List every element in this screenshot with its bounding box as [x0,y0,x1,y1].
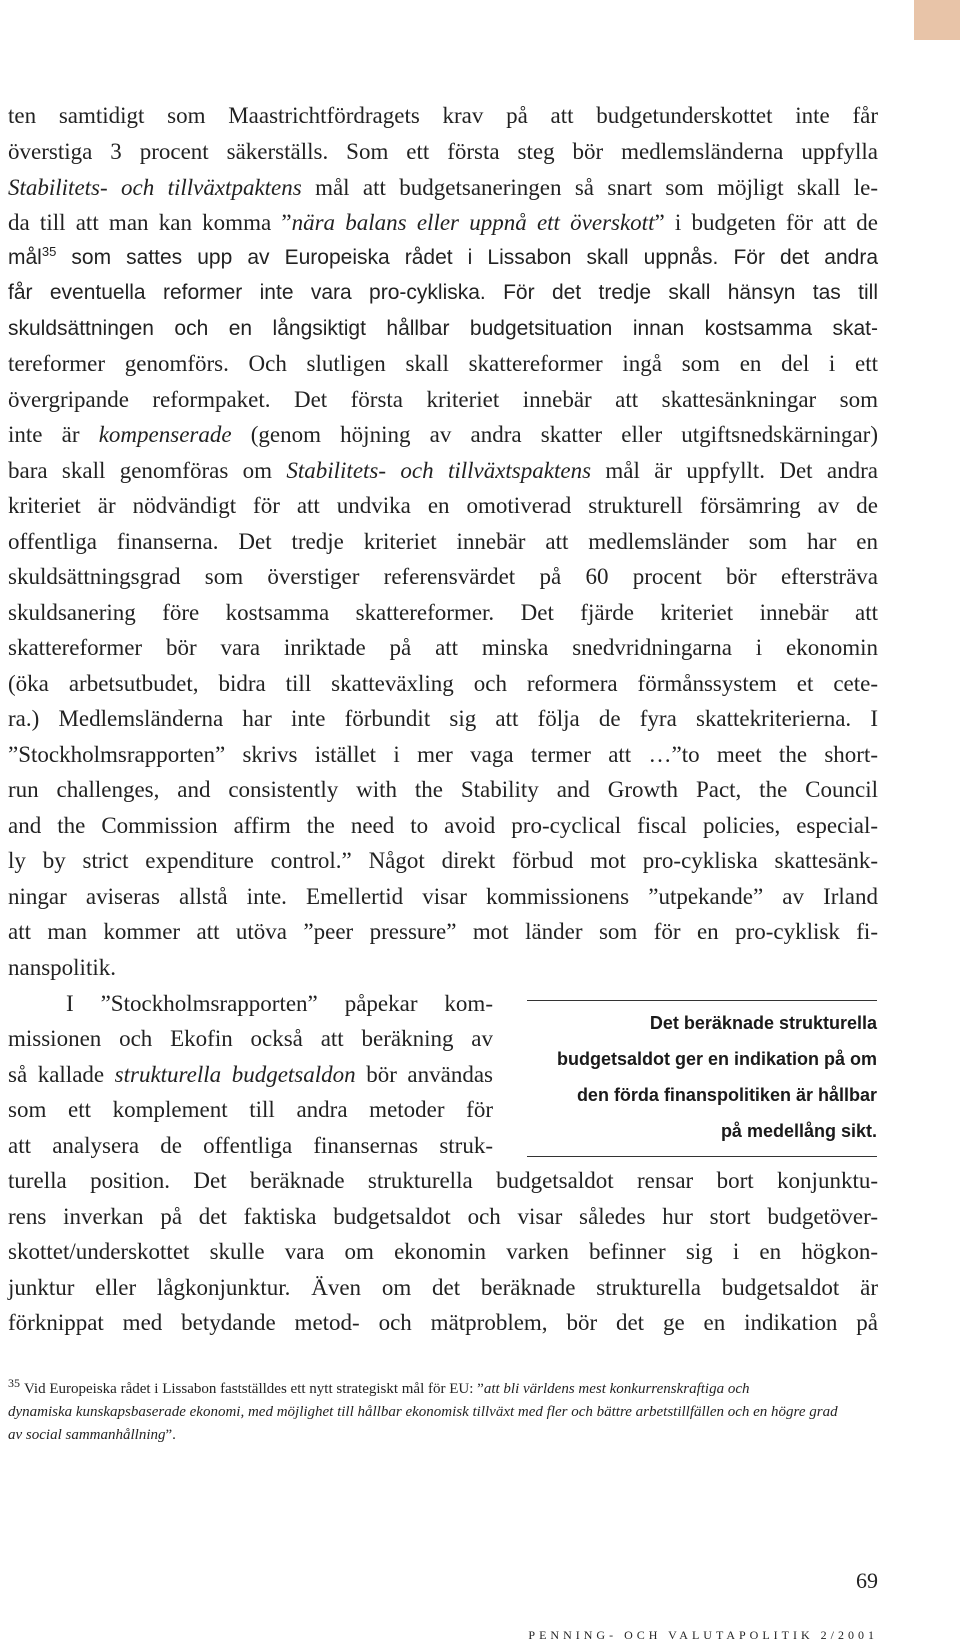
italic-quote: nära balans eller uppnå ett överskott [291,210,655,235]
text-line: and the Commission affirm the need to avoid pro-cyclical fiscal policies, especial- [8,813,878,838]
text-line: Stabilitets- och tillväxtpaktens mål att budgetsaneringen så snart som möjligt skall le- [8,175,878,200]
footnote-line: $^{35}$ Vid Europeiska rådet i Lissabon fastställdes ett nytt strategiskt mål för EU: ”att bli världens mest konkurrenskraftiga och [8,1376,750,1397]
text-line: så kallade strukturella budgetsaldon bör användas [8,1062,493,1087]
text-line: bara skall genomföras om Stabilitets- och tillväxtspaktens mål är uppfyllt. Det andra [8,458,878,483]
pull-quote-rule-top [527,1000,877,1001]
text-line: turella position. Det beräknade strukturella budgetsaldot rensar bort konjunktu- [8,1168,878,1193]
text-line: skattereformer bör vara inriktade på att minska snedvridningarna i ekonomin [8,635,878,660]
footnote-ref: 35 [41,244,57,259]
text-line: (öka arbetsutbudet, bidra till skatteväxling och reformera förmånssystem et cete- [8,671,878,696]
pull-quote-line: den förda finanspolitiken är hållbar [576,1085,877,1105]
text-line: missionen och Ekofin också att beräkning av [8,1026,493,1051]
text-line: får eventuella reformer inte vara pro-cykliska. För det tredje skall hänsyn tas till [8,281,878,304]
text-line: nanspolitik. [8,955,116,980]
footnote-line: dynamiska kunskapsbaserade ekonomi, med möjlighet till hållbar ekonomisk tillväxt med fler och bättre arbetstillfällen och en högre grad [8,1404,838,1420]
text-line: skottet/underskottet skulle vara om ekonomin varken befinner sig i en högkon- [8,1239,878,1264]
text-line: överstiga 3 procent säkerställs. Som ett första steg bör medlemsländerna uppfylla [8,139,878,164]
text-line: som ett komplement till andra metoder för [8,1097,493,1122]
pull-quote-line: Det beräknade strukturella [649,1013,877,1033]
text-line: junktur eller lågkonjunktur. Även om det beräknade strukturella budgetsaldot är [8,1275,878,1300]
page-number: 69 [856,1568,878,1593]
italic-term: Stabilitets- och tillväxtspaktens [286,458,592,483]
text-line: I ”Stockholmsrapporten” påpekar kom- [66,991,493,1016]
text-line: skuldsättningen och en långsiktigt hållbar budgetsituation innan kostsamma skat- [8,317,878,340]
text-line: inte är kompenserade (genom höjning av andra skatter eller utgiftsnedskärningar) [8,422,879,447]
pull-quote-rule-bottom [527,1156,877,1157]
text-line: da till att man kan komma ”nära balans eller uppnå ett överskott” i budgeten för att de [8,210,879,235]
text-line: tereformer genomförs. Och slutligen skall skattereformer ingå som en del i ett [8,351,878,376]
text-line: ten samtidigt som Maastrichtfördragets krav på att budgetunderskottet inte får [8,103,878,128]
pull-quote-line: budgetsaldot ger en indikation på om [556,1049,877,1069]
italic-term: strukturella budgetsaldon [114,1062,356,1087]
text-line: ra.) Medlemsländerna har inte förbundit sig att följa de fyra skattekriterierna. I [8,706,878,731]
text-line: mål$^{35}$ som sattes upp av Europeiska rådet i Lissabon skall uppnås. För det andra [8,244,878,269]
italic-term: Stabilitets- och tillväxtpaktens [8,175,302,200]
text-line: ly by strict expenditure control.” Något direkt förbud mot pro-cykliska skattesänk- [8,848,878,873]
text-line: rens inverkan på det faktiska budgetsaldot och visar således hur stort budgetöver- [8,1204,878,1229]
text-line: övergripande reformpaket. Det första kriteriet innebär att skattesänkningar som [8,387,878,412]
text-line: ningar aviseras allstå inte. Emellertid visar kommissionens ”utpekande” av Irland [8,884,878,909]
text-line: skuldsanering före kostsamma skattereformer. Det fjärde kriteriet innebär att [8,600,878,625]
running-footer: PENNING- OCH VALUTAPOLITIK 2/2001 [528,1628,878,1642]
text-line: kriteriet är nödvändigt för att undvika en omotiverad strukturell försämring av de [8,493,878,518]
text-line: ”Stockholmsrapporten” skrivs istället i mer vaga termer att …”to meet the short- [8,742,878,767]
text-line: att analysera de offentliga finansernas struk- [8,1133,493,1158]
text-line: skuldsättningsgrad som överstiger referensvärdet på 60 procent bör eftersträva [8,564,878,589]
italic-term: kompenserade [98,422,232,447]
footnote-number: 35 [8,1376,20,1390]
text-line: offentliga finanserna. Det tredje kriteriet innebär att medlemsländer som har en [8,529,878,554]
text-line: förknippat med betydande metod- och mätproblem, bör det ge en indikation på [8,1310,878,1335]
text-line: run challenges, and consistently with the Stability and Growth Pact, the Council [8,777,878,802]
text-line: att man kommer att utöva ”peer pressure” mot länder som för en pro-cyklisk fi- [8,919,878,944]
pull-quote-line: på medellång sikt. [720,1121,877,1141]
footnote-line: av social sammanhållning”. [8,1427,176,1443]
corner-tab [914,0,960,40]
